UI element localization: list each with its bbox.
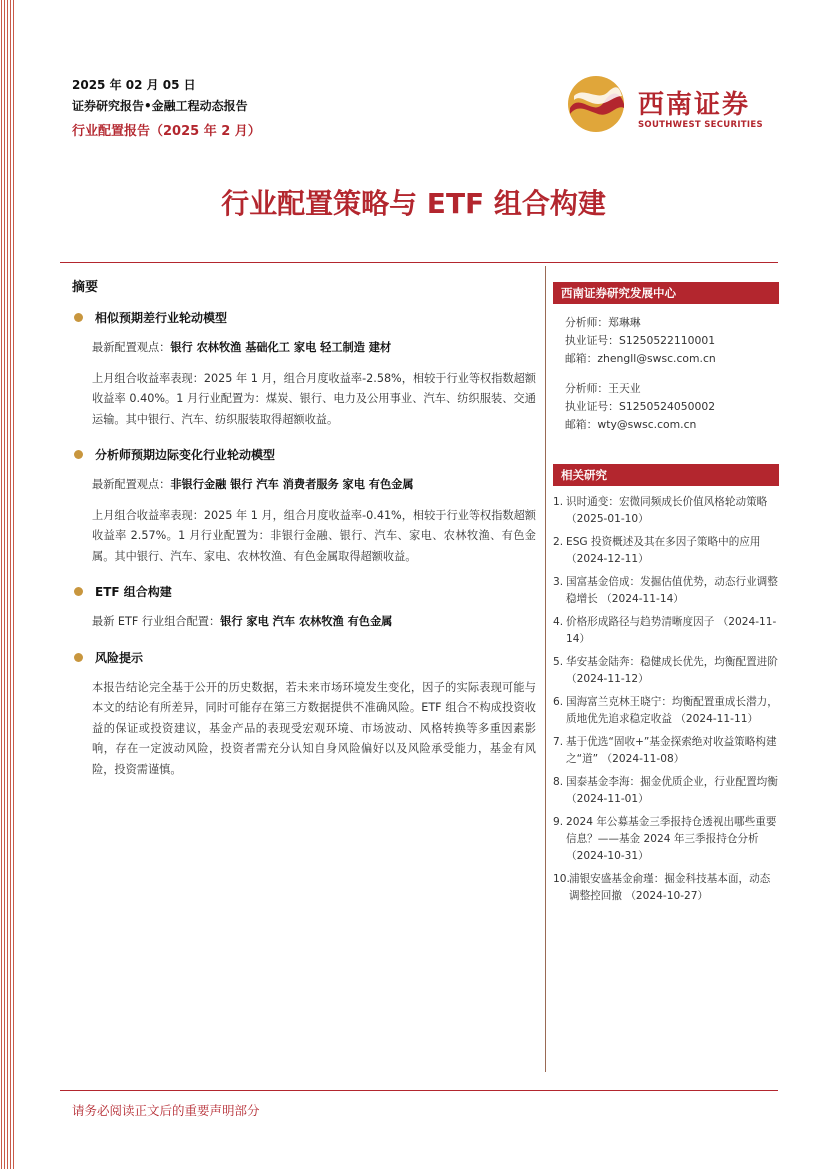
section-title: 风险提示 <box>95 650 144 665</box>
item-number: 7. <box>553 736 564 748</box>
item-text: 国海富兰克林王晓宁：均衡配置重成长潜力，质地优先追求稳定收益 （2024-11-11） <box>566 696 778 725</box>
bullet-icon <box>74 653 83 662</box>
logo-english-name: SOUTHWEST SECURITIES <box>638 120 763 130</box>
section-heading <box>72 649 536 666</box>
bullet-icon <box>74 313 83 322</box>
abstract-column <box>72 276 536 788</box>
list-item[interactable] <box>553 871 779 905</box>
analyst-card <box>553 380 779 434</box>
section-heading <box>72 583 536 600</box>
bullet-icon <box>74 450 83 459</box>
analyst-license: 执业证号：S1250522110001 <box>565 334 716 347</box>
list-item[interactable] <box>553 694 779 728</box>
item-number: 5. <box>553 656 564 668</box>
view-label: 最新配置观点： <box>92 478 171 491</box>
allocation-view <box>92 338 536 359</box>
performance-paragraph: 上月组合收益率表现：2025 年 1 月，组合月度收益率-0.41%，相较于行业等权指数超额收益率 2.57%。1 月行业配置为：非银行金融、银行、汽车、家电、农林牧渔、有色金属。其中银行、汽车、家电、农林牧渔、有色金属取得超额收益。 <box>92 508 536 563</box>
section-title: ETF 组合构建 <box>95 585 172 599</box>
report-subtitle: 证券研究报告•金融工程动态报告 <box>72 99 248 113</box>
list-item[interactable] <box>553 614 779 648</box>
footer-disclaimer: 请务必阅读正文后的重要声明部分 <box>72 1103 260 1118</box>
analyst-email[interactable]: 邮箱：wty@swsc.com.cn <box>565 418 697 431</box>
item-text: 浦银安盛基金俞瑾：掘金科技基本面，动态调整控回撤 （2024-10-27） <box>569 873 771 902</box>
list-item[interactable] <box>553 814 779 865</box>
list-item[interactable] <box>553 774 779 808</box>
report-date: 2025 年 02 月 05 日 <box>72 78 196 92</box>
title-divider <box>60 262 778 263</box>
analyst-card <box>553 314 779 368</box>
item-text: 国富基金倍成：发掘估值优势，动态行业调整稳增长 （2024-11-14） <box>566 576 778 605</box>
view-items: 银行 农林牧渔 基础化工 家电 轻工制造 建材 <box>170 341 392 354</box>
logo-emblem-icon <box>564 74 628 134</box>
section-title: 分析师预期边际变化行业轮动模型 <box>95 448 276 462</box>
view-items: 银行 家电 汽车 农林牧渔 有色金属 <box>220 615 393 628</box>
research-center-heading: 西南证券研究发展中心 <box>553 282 779 304</box>
section-heading <box>72 309 536 326</box>
analyst-license: 执业证号：S1250524050002 <box>565 400 716 413</box>
report-type: 行业配置报告（2025 年 2 月） <box>72 124 261 139</box>
bullet-icon <box>74 587 83 596</box>
analyst-name: 分析师：王天业 <box>565 382 641 395</box>
view-items: 非银行金融 银行 汽车 消费者服务 家电 有色金属 <box>170 478 414 491</box>
analyst-email[interactable]: 邮箱：zhengll@swsc.com.cn <box>565 352 716 365</box>
view-label: 最新配置观点： <box>92 341 171 354</box>
item-number: 9. <box>553 816 564 828</box>
item-number: 1. <box>553 496 564 508</box>
list-item[interactable] <box>553 534 779 568</box>
left-margin-stripes <box>0 0 14 1169</box>
section-heading <box>72 446 536 463</box>
item-number: 8. <box>553 776 564 788</box>
page-title: 行业配置策略与 ETF 组合构建 <box>221 187 606 220</box>
item-text: 国泰基金李海：掘金优质企业，行业配置均衡 （2024-11-01） <box>566 776 778 805</box>
item-number: 3. <box>553 576 564 588</box>
allocation-view <box>92 612 536 633</box>
item-text: 识时通变：宏微同频成长价值风格轮动策略 （2025-01-10） <box>566 496 768 525</box>
item-text: 基于优选“固收+”基金探索绝对收益策略构建之“道” （2024-11-08） <box>566 736 777 765</box>
item-number: 6. <box>553 696 564 708</box>
company-logo <box>564 74 774 134</box>
item-number: 4. <box>553 616 564 628</box>
related-list <box>553 494 779 905</box>
view-label: 最新 ETF 行业组合配置： <box>92 615 221 628</box>
related-research-heading: 相关研究 <box>553 464 779 486</box>
list-item[interactable] <box>553 654 779 688</box>
list-item[interactable] <box>553 494 779 528</box>
abstract-heading: 摘要 <box>72 280 99 295</box>
item-number: 10. <box>553 873 570 885</box>
section-title: 相似预期差行业轮动模型 <box>95 311 228 325</box>
item-text: 2024 年公募基金三季报持仓透视出哪些重要信息？——基金 2024 年三季报持仓分析 （2024-10-31） <box>566 816 777 862</box>
sidebar <box>553 282 779 911</box>
item-text: 价格形成路径与趋势清晰度因子 （2024-11-14） <box>566 616 777 645</box>
risk-paragraph: 本报告结论完全基于公开的历史数据，若未来市场环境发生变化，因子的实际表现可能与本文的结论有所差异，同时可能存在第三方数据提供不准确风险。ETF 组合不构成投资收益的保证或投资建议，基金产品的表现受宏观环境、市场波动、风格转换等多重因素影响，存在一定波动风险，投资者需充分认知自身风险偏好以及风险承受能力，基金有风险，投资需谨慎。 <box>92 680 536 776</box>
related-research <box>553 464 779 905</box>
footer-divider <box>60 1090 778 1091</box>
list-item[interactable] <box>553 734 779 768</box>
item-number: 2. <box>553 536 564 548</box>
column-divider <box>545 266 546 1072</box>
item-text: 华安基金陆奔：稳健成长优先，均衡配置进阶 （2024-11-12） <box>566 656 778 685</box>
analyst-name: 分析师：郑琳琳 <box>565 316 641 329</box>
logo-chinese-name: 西南证券 <box>638 90 751 120</box>
performance-paragraph: 上月组合收益率表现：2025 年 1 月，组合月度收益率-2.58%，相较于行业等权指数超额收益率 0.40%。1 月行业配置为：煤炭、银行、电力及公用事业、汽车、纺织服装、交通运输。其中银行、汽车、纺织服装取得超额收益。 <box>92 371 536 426</box>
list-item[interactable] <box>553 574 779 608</box>
allocation-view <box>92 475 536 496</box>
item-text: ESG 投资概述及其在多因子策略中的应用 （2024-12-11） <box>566 536 761 565</box>
